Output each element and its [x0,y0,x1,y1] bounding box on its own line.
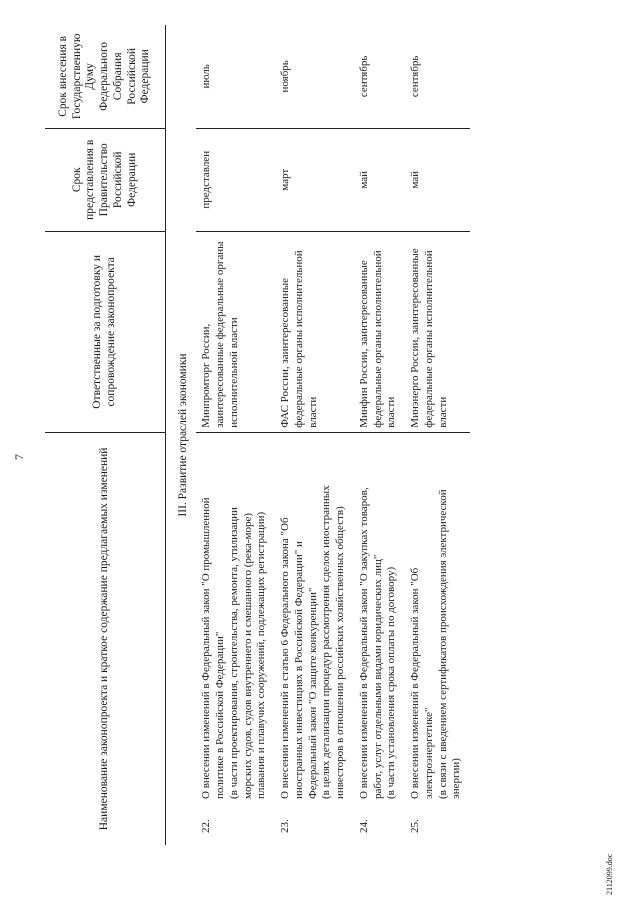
row-number: 23. [279,819,292,833]
gov-term-cell: май [354,128,405,231]
bill-details: (в целях детализации процедур рассмотрения сделок иностранных инвесторов в отношении российских хозяйственных обществ) [320,485,347,799]
gov-term-cell: май [405,128,470,231]
header-duma-term: Срок внесения в Государственную Думу Федерального Собрания Российской Федерации [45,25,166,128]
row-number: 25. [409,819,422,833]
table-row [275,25,354,845]
bill-title: О внесении изменений в Федеральный закон "О закупках товаров, работ, услуг отдельными видами юридических лиц" [357,487,384,799]
row-number: 24. [357,819,370,833]
bill-title: О внесении изменений в статью 6 Федерального закона "Об иностранных инвестициях в Российской Федерации" и Федеральный закон "О защите конкуренции" [279,517,319,799]
bill-details: (в связи с введением сертификатов происхождения электрической энергии) [436,489,463,799]
header-gov-term: Срок представления в Правительство Российской Федерации [45,128,166,231]
section-row [166,25,197,845]
gov-term-cell: март [275,128,354,231]
duma-term-cell: сентябрь [354,25,405,128]
gov-term-cell: представлен [196,128,275,231]
bill-title: О внесении изменений в Федеральный закон "Об электроэнергетике" [409,567,435,799]
section-title: III. Развитие отраслей экономики [177,353,189,517]
file-name: 2112099.doc [605,853,614,895]
table-row [354,25,405,845]
bill-title: О внесении изменений в Федеральный закон "О промышленной политике в Российской Федерации" [200,497,227,799]
table-row [196,25,275,845]
bill-cell [196,432,275,845]
bill-details: (в части проектирования, строительства, ремонта, утилизации морских судов, судов внутреннего и смешанного (река-море) плавания и плавучих сооружений, подлежащих регистрации) [227,507,268,799]
bills-table [45,25,470,845]
bill-cell [405,432,470,845]
duma-term-cell: июль [196,25,275,128]
responsible-cell: Минэнерго России, заинтересованные федеральные органы исполнительной власти [405,231,470,432]
duma-term-cell: сентябрь [405,25,470,128]
duma-term-cell: ноябрь [275,25,354,128]
responsible-cell: Минфин России, заинтересованные федеральные органы исполнительной власти [354,231,405,432]
responsible-cell: Минпромторг России, заинтересованные федеральные органы исполнительной власти [196,231,275,432]
responsible-cell: ФАС России, заинтересованные федеральные органы исполнительной власти [275,231,354,432]
row-number: 22. [200,819,213,833]
header-responsible: Ответственные за подготовку и сопровождение законопроекта [45,231,166,432]
table-header-row [45,25,166,845]
page-number: 7 [12,454,26,460]
bill-cell [275,432,354,845]
table-row [405,25,470,845]
header-name: Наименование законопроекта и краткое содержание предлагаемых изменений [45,432,166,845]
bill-cell [354,432,405,845]
bill-details: (в части установления срока оплаты по договору) [385,566,398,799]
